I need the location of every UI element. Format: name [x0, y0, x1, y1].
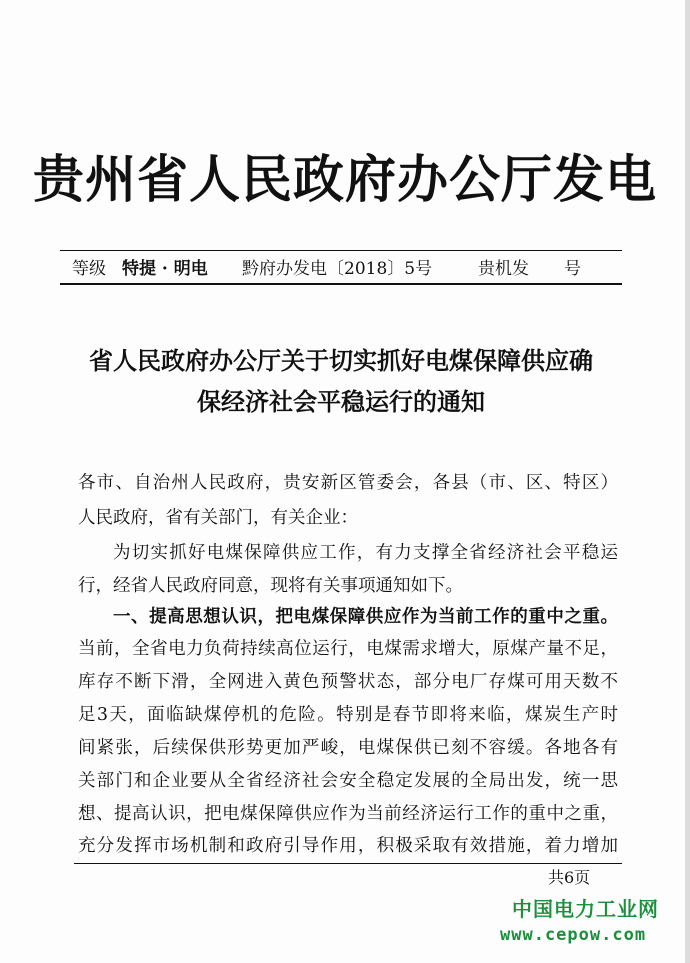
page-edge-shadow	[685, 0, 690, 963]
issuer-header-title: 贵州省人民政府办公厅发电	[32, 150, 657, 210]
section-1-line: 想、提高认识，把电煤保障供应作为当前经济运行工作的重中之重，	[78, 804, 618, 824]
page-count: 共6页	[548, 868, 591, 887]
header-rule-top	[60, 250, 622, 251]
section-1-line: 充分发挥市场机制和政府引导作用，积极采取有效措施，着力增加	[78, 836, 618, 856]
intro-line-1: 为切实抓好电煤保障供应工作，有力支撑全省经济社会平稳运	[113, 543, 618, 563]
send-number-suffix: 号	[564, 259, 581, 279]
section-1-line: 足3天，面临缺煤停机的危险。特别是春节即将来临，煤炭生产时	[78, 705, 618, 725]
document-title-line-1: 省人民政府办公厅关于切实抓好电煤保障供应确	[89, 346, 593, 375]
watermark-site-name: 中国电力工业网	[512, 897, 659, 921]
section-1-line: 当前，全省电力负荷持续高位运行，电煤需求增大，原煤产量不足，	[78, 639, 618, 659]
send-number-label: 贵机发	[478, 259, 529, 279]
section-1-heading: 一、提高思想认识，把电煤保障供应作为当前工作的重中之重。	[113, 607, 618, 627]
intro-line-2: 行，经省人民政府同意，现将有关事项通知如下。	[78, 576, 463, 596]
section-1-line: 关部门和企业要从全省经济社会安全稳定发展的全局出发，统一思	[78, 771, 618, 791]
header-rule-bottom	[60, 283, 622, 285]
section-1-line: 间紧张，后续保供形势更加严峻，电煤保供已刻不容缓。各地各有	[78, 738, 618, 758]
document-title-line-2: 保经济社会平稳运行的通知	[197, 387, 485, 416]
addressee-line-2: 人民政府，省有关部门，有关企业：	[78, 508, 358, 528]
watermark-url: www.cepow.com	[500, 925, 647, 945]
addressee-line-1: 各市、自治州人民政府，贵安新区管委会，各县（市、区、特区）	[78, 473, 618, 493]
document-number: 黔府办发电〔2018〕5号	[242, 259, 433, 279]
level-value: 特提 · 明电	[122, 259, 208, 279]
section-1-line: 库存不断下滑，全网进入黄色预警状态，部分电厂存煤可用天数不	[78, 672, 618, 692]
level-label: 等级	[72, 259, 106, 279]
footer-rule	[74, 863, 622, 864]
telegram-meta-row	[60, 256, 622, 282]
